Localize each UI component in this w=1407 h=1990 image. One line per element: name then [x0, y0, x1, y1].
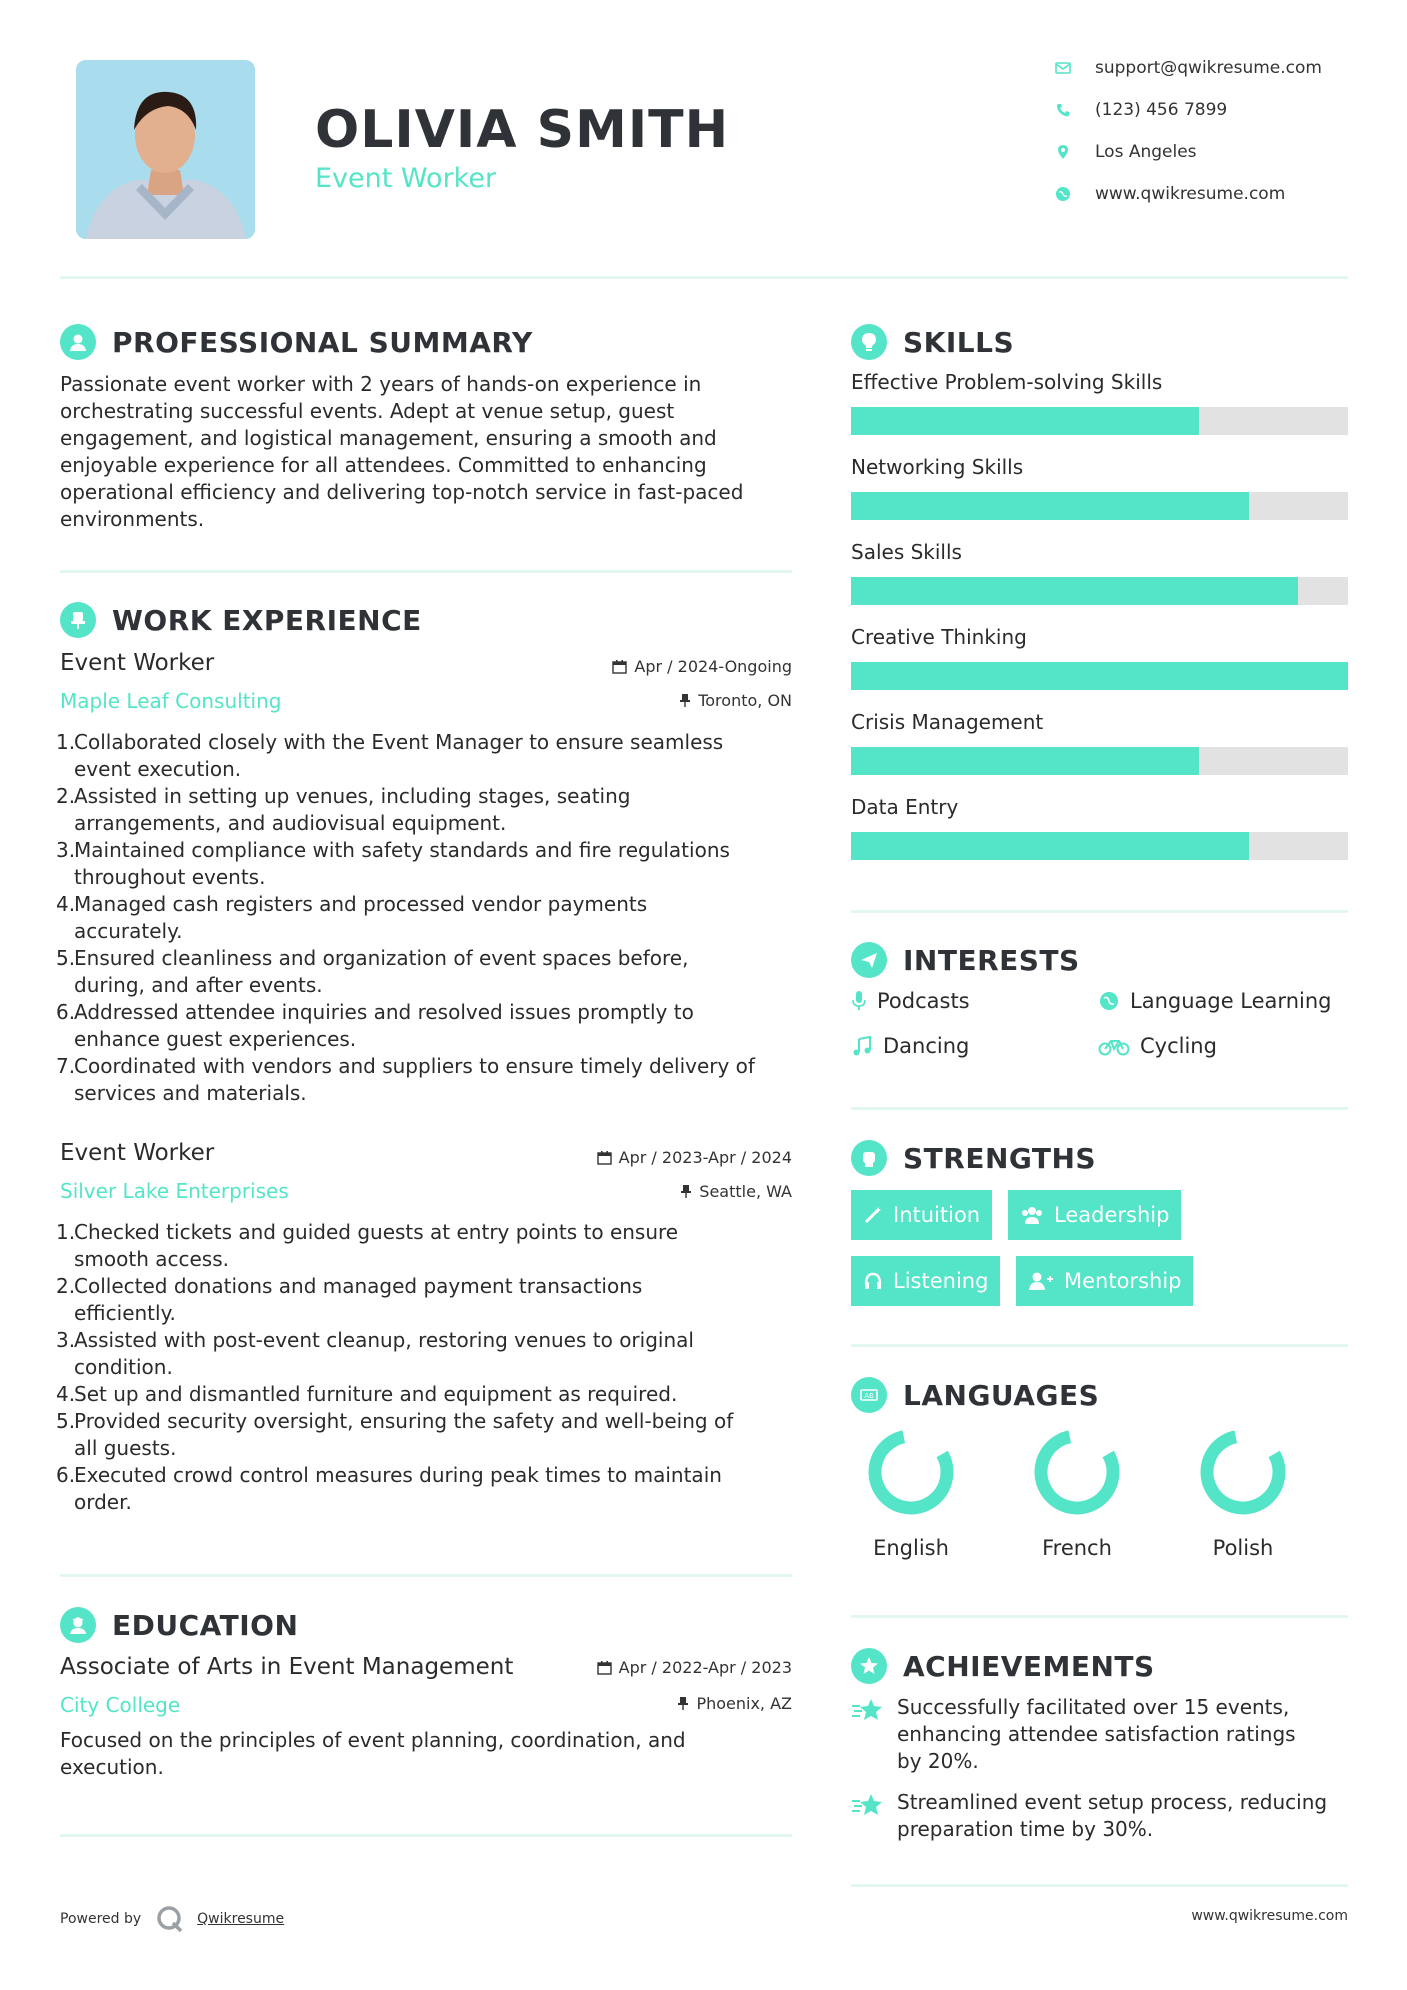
duty-line: event execution. — [74, 757, 242, 781]
interests-divider — [851, 1107, 1348, 1110]
location-text: Los Angeles — [1095, 142, 1197, 162]
achievement-line: enhancing attendee satisfaction ratings — [897, 1722, 1296, 1746]
duty-line: Maintained compliance with safety standards and fire regulations — [74, 838, 730, 862]
education-description — [60, 1727, 800, 1781]
candidate-name: OLIVIA SMITH — [315, 100, 730, 160]
skill-bar — [851, 407, 1348, 435]
music-note-icon — [851, 1035, 873, 1057]
skill-bar-fill — [851, 747, 1199, 775]
strengths-title: STRENGTHS — [903, 1141, 1097, 1175]
strength-badge — [1016, 1256, 1193, 1306]
skill-bar — [851, 577, 1348, 605]
achievement-line: Streamlined event setup process, reducing — [897, 1790, 1328, 1814]
item-number: 6. — [56, 1000, 76, 1024]
job-date — [597, 1148, 792, 1167]
skills-divider — [851, 910, 1348, 913]
list-item — [56, 1408, 796, 1462]
phone-text: (123) 456 7899 — [1095, 100, 1228, 120]
skill-label: Effective Problem-solving Skills — [851, 370, 1163, 394]
skill-item — [851, 710, 1348, 795]
language-item — [851, 1428, 971, 1560]
education-title: EDUCATION — [112, 1608, 299, 1642]
item-number: 5. — [56, 1409, 76, 1433]
summary-line: orchestrating successful events. Adept at venue setup, guest — [60, 399, 675, 423]
strength-label: Listening — [893, 1269, 989, 1293]
list-item — [56, 1381, 796, 1408]
summary-section-header — [60, 324, 533, 360]
strength-badge — [851, 1190, 992, 1240]
lightbulb-icon — [851, 324, 887, 360]
skill-bar — [851, 747, 1348, 775]
language-label: English — [873, 1536, 949, 1560]
header-divider — [60, 276, 1348, 279]
summary-line: engagement, and logistical management, ensuring a smooth and — [60, 426, 717, 450]
item-number: 3. — [56, 838, 76, 862]
duty-line: accurately. — [74, 919, 183, 943]
headphones-icon — [863, 1271, 883, 1291]
skills-list — [851, 370, 1348, 880]
duty-line: services and materials. — [74, 1081, 307, 1105]
achievement-item — [851, 1789, 1348, 1843]
job-date-text: Apr / 2024-Ongoing — [634, 657, 792, 676]
education-section-header — [60, 1607, 298, 1643]
powered-by-text: Powered by — [60, 1911, 142, 1927]
duty-line: Assisted with post-event cleanup, restoring venues to original — [74, 1328, 694, 1352]
star-badge-icon — [851, 1648, 887, 1684]
contact-location — [1055, 142, 1197, 162]
languages-list — [851, 1428, 1348, 1568]
footer-url[interactable]: www.qwikresume.com — [1191, 1908, 1348, 1924]
degree-title: Associate of Arts in Event Management — [60, 1654, 514, 1680]
skill-label: Creative Thinking — [851, 625, 1027, 649]
languages-divider — [851, 1615, 1348, 1618]
microphone-icon — [851, 990, 867, 1012]
language-label: French — [1042, 1536, 1112, 1560]
magic-wand-icon — [863, 1205, 883, 1225]
shooting-star-icon — [851, 1791, 885, 1819]
duty-line: Set up and dismantled furniture and equipment as required. — [74, 1382, 678, 1406]
language-ring — [867, 1428, 955, 1516]
item-number: 1. — [56, 730, 76, 754]
job-location — [680, 1182, 792, 1201]
experience-title: WORK EXPERIENCE — [112, 603, 422, 637]
interest-label: Podcasts — [877, 989, 970, 1013]
job-duties-list — [56, 1219, 796, 1516]
strength-label: Leadership — [1054, 1203, 1170, 1227]
language-ring — [1033, 1428, 1121, 1516]
pin-icon — [677, 1696, 689, 1711]
candidate-role: Event Worker — [315, 163, 497, 194]
skill-label: Crisis Management — [851, 710, 1044, 734]
achievement-line: by 20%. — [897, 1749, 979, 1773]
item-number: 6. — [56, 1463, 76, 1487]
education-location — [677, 1694, 792, 1713]
contact-email[interactable] — [1055, 58, 1322, 78]
skill-label: Sales Skills — [851, 540, 962, 564]
job-date — [612, 657, 792, 676]
language-ring — [1199, 1428, 1287, 1516]
summary-text — [60, 371, 800, 533]
interest-item — [851, 1034, 969, 1058]
job-date-text: Apr / 2023-Apr / 2024 — [618, 1148, 792, 1167]
education-date — [597, 1658, 792, 1677]
language-item — [1017, 1428, 1137, 1560]
duty-line: Provided security oversight, ensuring the safety and well-being of — [74, 1409, 734, 1433]
item-number: 4. — [56, 1382, 76, 1406]
interest-item — [1098, 1034, 1217, 1058]
achievement-line: Successfully facilitated over 15 events, — [897, 1695, 1290, 1719]
paper-plane-icon — [851, 942, 887, 978]
brand-link[interactable]: Qwikresume — [197, 1911, 285, 1927]
globe-icon — [1055, 186, 1071, 202]
job-title: Event Worker — [60, 1140, 215, 1166]
strength-badge — [1008, 1190, 1181, 1240]
interest-label: Language Learning — [1130, 989, 1332, 1013]
map-pin-icon — [1055, 144, 1071, 160]
list-item — [56, 837, 796, 891]
item-number: 2. — [56, 784, 76, 808]
skill-bar-fill — [851, 662, 1348, 690]
summary-line: Passionate event worker with 2 years of hands-on experience in — [60, 372, 702, 396]
skill-bar-fill — [851, 492, 1249, 520]
user-icon — [60, 324, 96, 360]
job-location-text: Toronto, ON — [698, 691, 792, 710]
item-number: 7. — [56, 1054, 76, 1078]
skills-section-header — [851, 324, 1014, 360]
email-icon — [1055, 60, 1071, 76]
achievement-item — [851, 1694, 1348, 1775]
pin-icon — [679, 693, 691, 708]
skill-bar — [851, 662, 1348, 690]
summary-title: PROFESSIONAL SUMMARY — [112, 325, 533, 359]
item-number: 3. — [56, 1328, 76, 1352]
user-plus-icon — [1028, 1271, 1054, 1291]
item-number: 1. — [56, 1220, 76, 1244]
duty-line: Collected donations and managed payment transactions — [74, 1274, 643, 1298]
interest-item — [851, 989, 970, 1013]
duty-line: enhance guest experiences. — [74, 1027, 357, 1051]
summary-line: operational efficiency and delivering top-notch service in fast-paced — [60, 480, 744, 504]
school-name: City College — [60, 1693, 181, 1717]
skill-bar — [851, 832, 1348, 860]
bicycle-icon — [1098, 1035, 1130, 1057]
language-item — [1183, 1428, 1303, 1560]
interests-title: INTERESTS — [903, 943, 1080, 977]
list-item — [56, 891, 796, 945]
svg-text:AB: AB — [864, 1392, 874, 1400]
graduate-icon — [60, 1607, 96, 1643]
skill-item — [851, 625, 1348, 710]
skill-bar-fill — [851, 832, 1249, 860]
skill-bar — [851, 492, 1348, 520]
duty-line: during, and after events. — [74, 973, 323, 997]
chair-icon — [60, 602, 96, 638]
website-text: www.qwikresume.com — [1095, 184, 1286, 204]
list-item — [56, 1053, 796, 1107]
users-icon — [1020, 1205, 1044, 1225]
education-divider — [60, 1834, 792, 1837]
list-item — [56, 729, 796, 783]
strength-label: Mentorship — [1064, 1269, 1182, 1293]
education-date-text: Apr / 2022-Apr / 2023 — [618, 1658, 792, 1677]
duty-line: Collaborated closely with the Event Manager to ensure seamless — [74, 730, 724, 754]
email-text: support@qwikresume.com — [1095, 58, 1322, 78]
duty-line: Checked tickets and guided guests at entry points to ensure — [74, 1220, 679, 1244]
skills-title: SKILLS — [903, 325, 1015, 359]
skill-bar-fill — [851, 577, 1298, 605]
item-number: 2. — [56, 1274, 76, 1298]
achievement-line: preparation time by 30%. — [897, 1817, 1154, 1841]
skill-bar-fill — [851, 407, 1199, 435]
list-item — [56, 945, 796, 999]
job-location — [679, 691, 792, 710]
list-item — [56, 1219, 796, 1273]
duty-line: Executed crowd control measures during peak times to maintain — [74, 1463, 722, 1487]
duty-line: Addressed attendee inquiries and resolved issues promptly to — [74, 1000, 694, 1024]
calendar-icon — [612, 659, 627, 674]
contact-phone[interactable] — [1055, 100, 1227, 120]
calendar-icon — [597, 1660, 612, 1675]
interest-item — [1098, 989, 1331, 1013]
list-item — [56, 1273, 796, 1327]
strengths-divider — [851, 1344, 1348, 1347]
phone-icon — [1055, 102, 1071, 118]
job-location-text: Seattle, WA — [699, 1182, 792, 1201]
duty-line: Coordinated with vendors and suppliers to ensure timely delivery of — [74, 1054, 755, 1078]
languages-section-header — [851, 1377, 1099, 1413]
profile-photo — [76, 60, 255, 239]
achievements-section-header — [851, 1648, 1155, 1684]
duty-line: Ensured cleanliness and organization of event spaces before, — [74, 946, 689, 970]
language-icon — [851, 1377, 887, 1413]
job-title: Event Worker — [60, 650, 215, 676]
pin-icon — [680, 1184, 692, 1199]
skill-label: Data Entry — [851, 795, 959, 819]
duty-line: throughout events. — [74, 865, 266, 889]
skill-label: Networking Skills — [851, 455, 1024, 479]
skill-item — [851, 540, 1348, 625]
interest-label: Cycling — [1140, 1034, 1217, 1058]
interest-label: Dancing — [883, 1034, 970, 1058]
strength-badge — [851, 1256, 1000, 1306]
duty-line: all guests. — [74, 1436, 177, 1460]
qwikresume-logo-icon — [155, 1904, 185, 1934]
experience-section-header — [60, 602, 422, 638]
strengths-section-header — [851, 1140, 1096, 1176]
contact-website[interactable] — [1055, 184, 1285, 204]
item-number: 5. — [56, 946, 76, 970]
language-ring-arc — [1199, 1428, 1287, 1516]
duty-line: Managed cash registers and processed vendor payments — [74, 892, 648, 916]
duty-line: efficiently. — [74, 1301, 176, 1325]
achievements-divider — [851, 1884, 1348, 1887]
language-label: Polish — [1212, 1536, 1274, 1560]
list-item — [56, 783, 796, 837]
summary-line: environments. — [60, 507, 205, 531]
globe-icon — [1098, 990, 1120, 1012]
list-item — [56, 999, 796, 1053]
language-ring-arc — [1033, 1428, 1121, 1516]
summary-divider — [60, 570, 792, 573]
fist-icon — [851, 1140, 887, 1176]
education-line: Focused on the principles of event planning, coordination, and — [60, 1728, 686, 1752]
job-duties-list — [56, 729, 796, 1107]
list-item — [56, 1462, 796, 1516]
language-ring-arc — [867, 1428, 955, 1516]
experience-divider — [60, 1574, 792, 1577]
skill-item — [851, 370, 1348, 455]
languages-title: LANGUAGES — [903, 1378, 1100, 1412]
skill-item — [851, 455, 1348, 540]
duty-line: smooth access. — [74, 1247, 229, 1271]
duty-line: arrangements, and audiovisual equipment. — [74, 811, 507, 835]
interests-section-header — [851, 942, 1080, 978]
duty-line: order. — [74, 1490, 132, 1514]
job-company: Maple Leaf Consulting — [60, 689, 282, 713]
summary-line: enjoyable experience for all attendees. Committed to enhancing — [60, 453, 707, 477]
achievements-title: ACHIEVEMENTS — [903, 1649, 1155, 1683]
list-item — [56, 1327, 796, 1381]
job-company: Silver Lake Enterprises — [60, 1179, 289, 1203]
shooting-star-icon — [851, 1696, 885, 1724]
footer-powered-by — [60, 1904, 284, 1934]
education-location-text: Phoenix, AZ — [696, 1694, 792, 1713]
strength-label: Intuition — [893, 1203, 981, 1227]
education-line: execution. — [60, 1755, 164, 1779]
duty-line: condition. — [74, 1355, 173, 1379]
skill-item — [851, 795, 1348, 880]
calendar-icon — [597, 1150, 612, 1165]
duty-line: Assisted in setting up venues, including stages, seating — [74, 784, 631, 808]
item-number: 4. — [56, 892, 76, 916]
